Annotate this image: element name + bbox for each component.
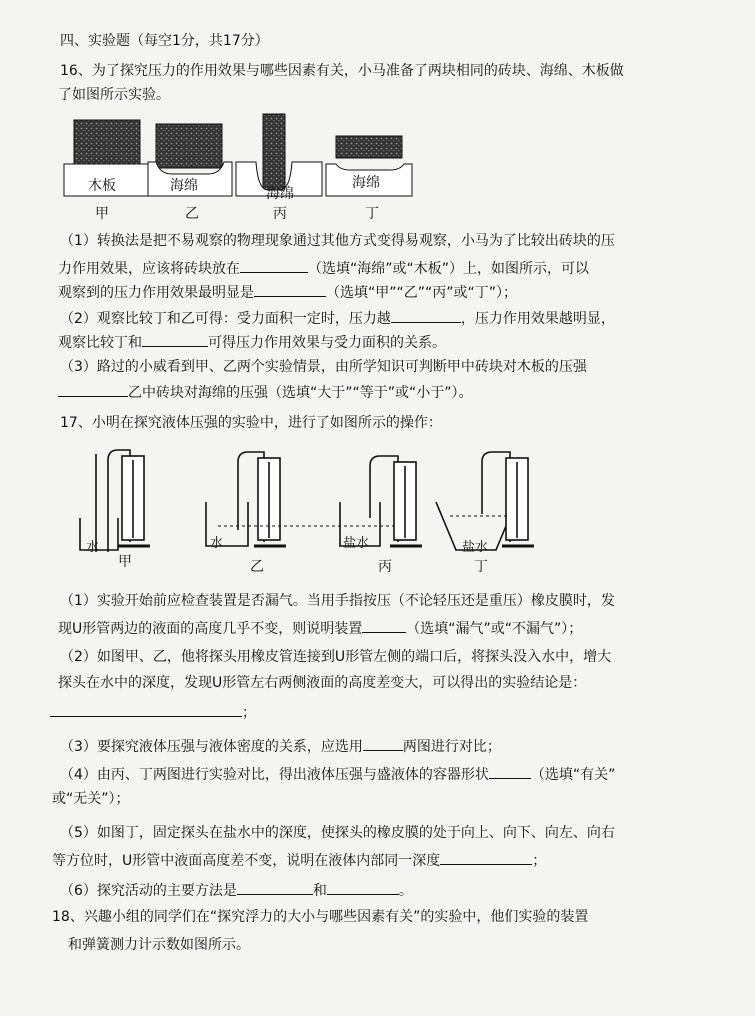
q17-stem: 17、小明在探究液体压强的实验中，进行了如图所示的操作： (60, 415, 442, 431)
q16-label-yi: 乙 (185, 206, 199, 222)
q17-blank-5[interactable] (440, 850, 532, 865)
q16-part1-text: 力作用效果，应该将砖块放在 (58, 261, 240, 277)
q17-part3-text-2: 两图进行对比； (402, 739, 501, 755)
q16-part1-text-2: （选填“海绵”或“木板”）上，如图所示，可以 (308, 261, 590, 277)
q17-part3 (60, 736, 501, 756)
q17-part4-text-2: （选填“有关” (530, 767, 616, 783)
q17-part5-line1: （5）如图丁，固定探头在盐水中的深度，使探头的橡皮膜的处于向上、向下、向左、向右 (60, 825, 615, 841)
q17-part2-text: ； (242, 705, 256, 721)
q17-label-bing: 丙 (378, 559, 392, 575)
q17-part2-line2: 探头在水中的深度，发现U形管左右两侧液面的高度差变大，可以得出的实验结论是： (58, 675, 587, 691)
q17-part6 (60, 880, 413, 900)
q16-label-sponge-ding: 海绵 (352, 175, 380, 191)
q17-blank-7[interactable] (327, 880, 399, 895)
q17-label-brine-bing: 盐水 (343, 536, 370, 551)
q17-blank-1[interactable] (362, 618, 406, 633)
q16-part2-text-2: ，压力作用效果越明显， (460, 311, 615, 327)
q17-part3-text: （3）要探究液体压强与液体密度的关系，应选用 (60, 739, 363, 755)
q17-label-ding: 丁 (474, 559, 488, 575)
q17-blank-6[interactable] (237, 880, 313, 895)
section-title: 四、实验题（每空1分，共17分） (60, 33, 269, 49)
q16-part1-line3 (58, 282, 517, 302)
q16-blank-2[interactable] (254, 282, 326, 297)
q17-blank-2[interactable] (50, 702, 242, 717)
q16-part3-line1: （3）路过的小威看到甲、乙两个实验情景，由所学知识可判断甲中砖块对木板的压强 (60, 359, 587, 375)
q16-blank-4[interactable] (142, 332, 208, 347)
q17-part5-text: 等方位时，U形管中液面高度差不变，说明在液体内部同一深度 (52, 853, 441, 869)
q17-label-brine-ding: 盐水 (462, 540, 489, 555)
q16-part3-text: 乙中砖块对海绵的压强（选填“大于”“等于”或“小于”）。 (128, 385, 473, 401)
q16-part1-line2 (58, 258, 589, 278)
q17-blank-3[interactable] (363, 736, 403, 751)
q17-part4-text: （4）由丙、丁两图进行实验对比，得出液体压强与盛液体的容器形状 (60, 767, 489, 783)
q17-part4-line1 (60, 764, 615, 784)
q17-part5-line2 (52, 850, 546, 870)
q17-part1-line1: （1）实验开始前应检查装置是否漏气。当用手指按压（不论轻压还是重压）橡皮膜时，发 (60, 593, 615, 609)
q16-part2-text: （2）观察比较丁和乙可得：受力面积一定时，压力越 (60, 311, 391, 327)
q16-blank-5[interactable] (58, 382, 128, 397)
q17-label-water-jia: 水 (86, 540, 100, 555)
q17-part2-line3 (50, 702, 256, 722)
q17-part5-text-2: ； (532, 853, 547, 869)
q18-stem-line2: 和弹簧测力计示数如图所示。 (68, 937, 250, 953)
q16-part2-text-3: 观察比较丁和 (58, 335, 142, 351)
q17-part6-text-3: 。 (398, 883, 413, 899)
q16-label-ding: 丁 (365, 206, 379, 222)
q16-part3-line2 (58, 382, 473, 402)
q17-label-water-yi: 水 (210, 536, 224, 551)
q16-stem-line1: 16、为了探究压力的作用效果与哪些因素有关，小马准备了两块相同的砖块、海绵、木板做 (60, 63, 624, 79)
q16-blank-1[interactable] (240, 258, 308, 273)
q17-part6-text-2: 和 (312, 883, 327, 899)
q16-label-wood: 木板 (88, 178, 116, 194)
q17-label-yi: 乙 (250, 559, 264, 575)
q17-label-jia: 甲 (118, 554, 132, 570)
q16-label-sponge-yi: 海绵 (170, 178, 198, 194)
q16-stem-line2: 了如图所示实验。 (58, 87, 170, 103)
q17-part2-line1: （2）如图甲、乙，他将探头用橡皮管连接到U形管左侧的端口后，将探头没入水中，增大 (60, 649, 612, 665)
q17-part1-line2 (58, 618, 582, 638)
q16-label-jia: 甲 (95, 206, 109, 222)
q16-part2-text-4: 可得压力作用效果与受力面积的关系。 (208, 335, 446, 351)
q16-part1-line1: （1）转换法是把不易观察的物理现象通过其他方式变得易观察，小马为了比较出砖块的压 (60, 233, 615, 249)
q16-part1-text-3: 观察到的压力作用效果最明显是 (58, 285, 254, 301)
q17-part6-text: （6）探究活动的主要方法是 (60, 883, 237, 899)
q16-part2-line2 (58, 332, 446, 352)
q17-part1-text-2: （选填“漏气”或“不漏气”）； (406, 621, 583, 637)
q17-blank-4[interactable] (489, 764, 531, 779)
q16-blank-3[interactable] (391, 308, 461, 323)
q16-label-sponge-bing: 海绵 (266, 186, 294, 202)
q16-part1-text-4: （选填“甲”“乙”“丙”或“丁”）； (326, 285, 518, 301)
q17-part4-line2: 或“无关”）； (52, 791, 130, 807)
q18-stem-line1: 18、兴趣小组的同学们在“探究浮力的大小与哪些因素有关”的实验中，他们实验的装置 (52, 909, 589, 925)
q16-label-bing: 丙 (273, 206, 287, 222)
q16-part2-line1 (60, 308, 615, 328)
q17-part1-text: 现U形管两边的液面的高度几乎不变，则说明装置 (58, 621, 363, 637)
